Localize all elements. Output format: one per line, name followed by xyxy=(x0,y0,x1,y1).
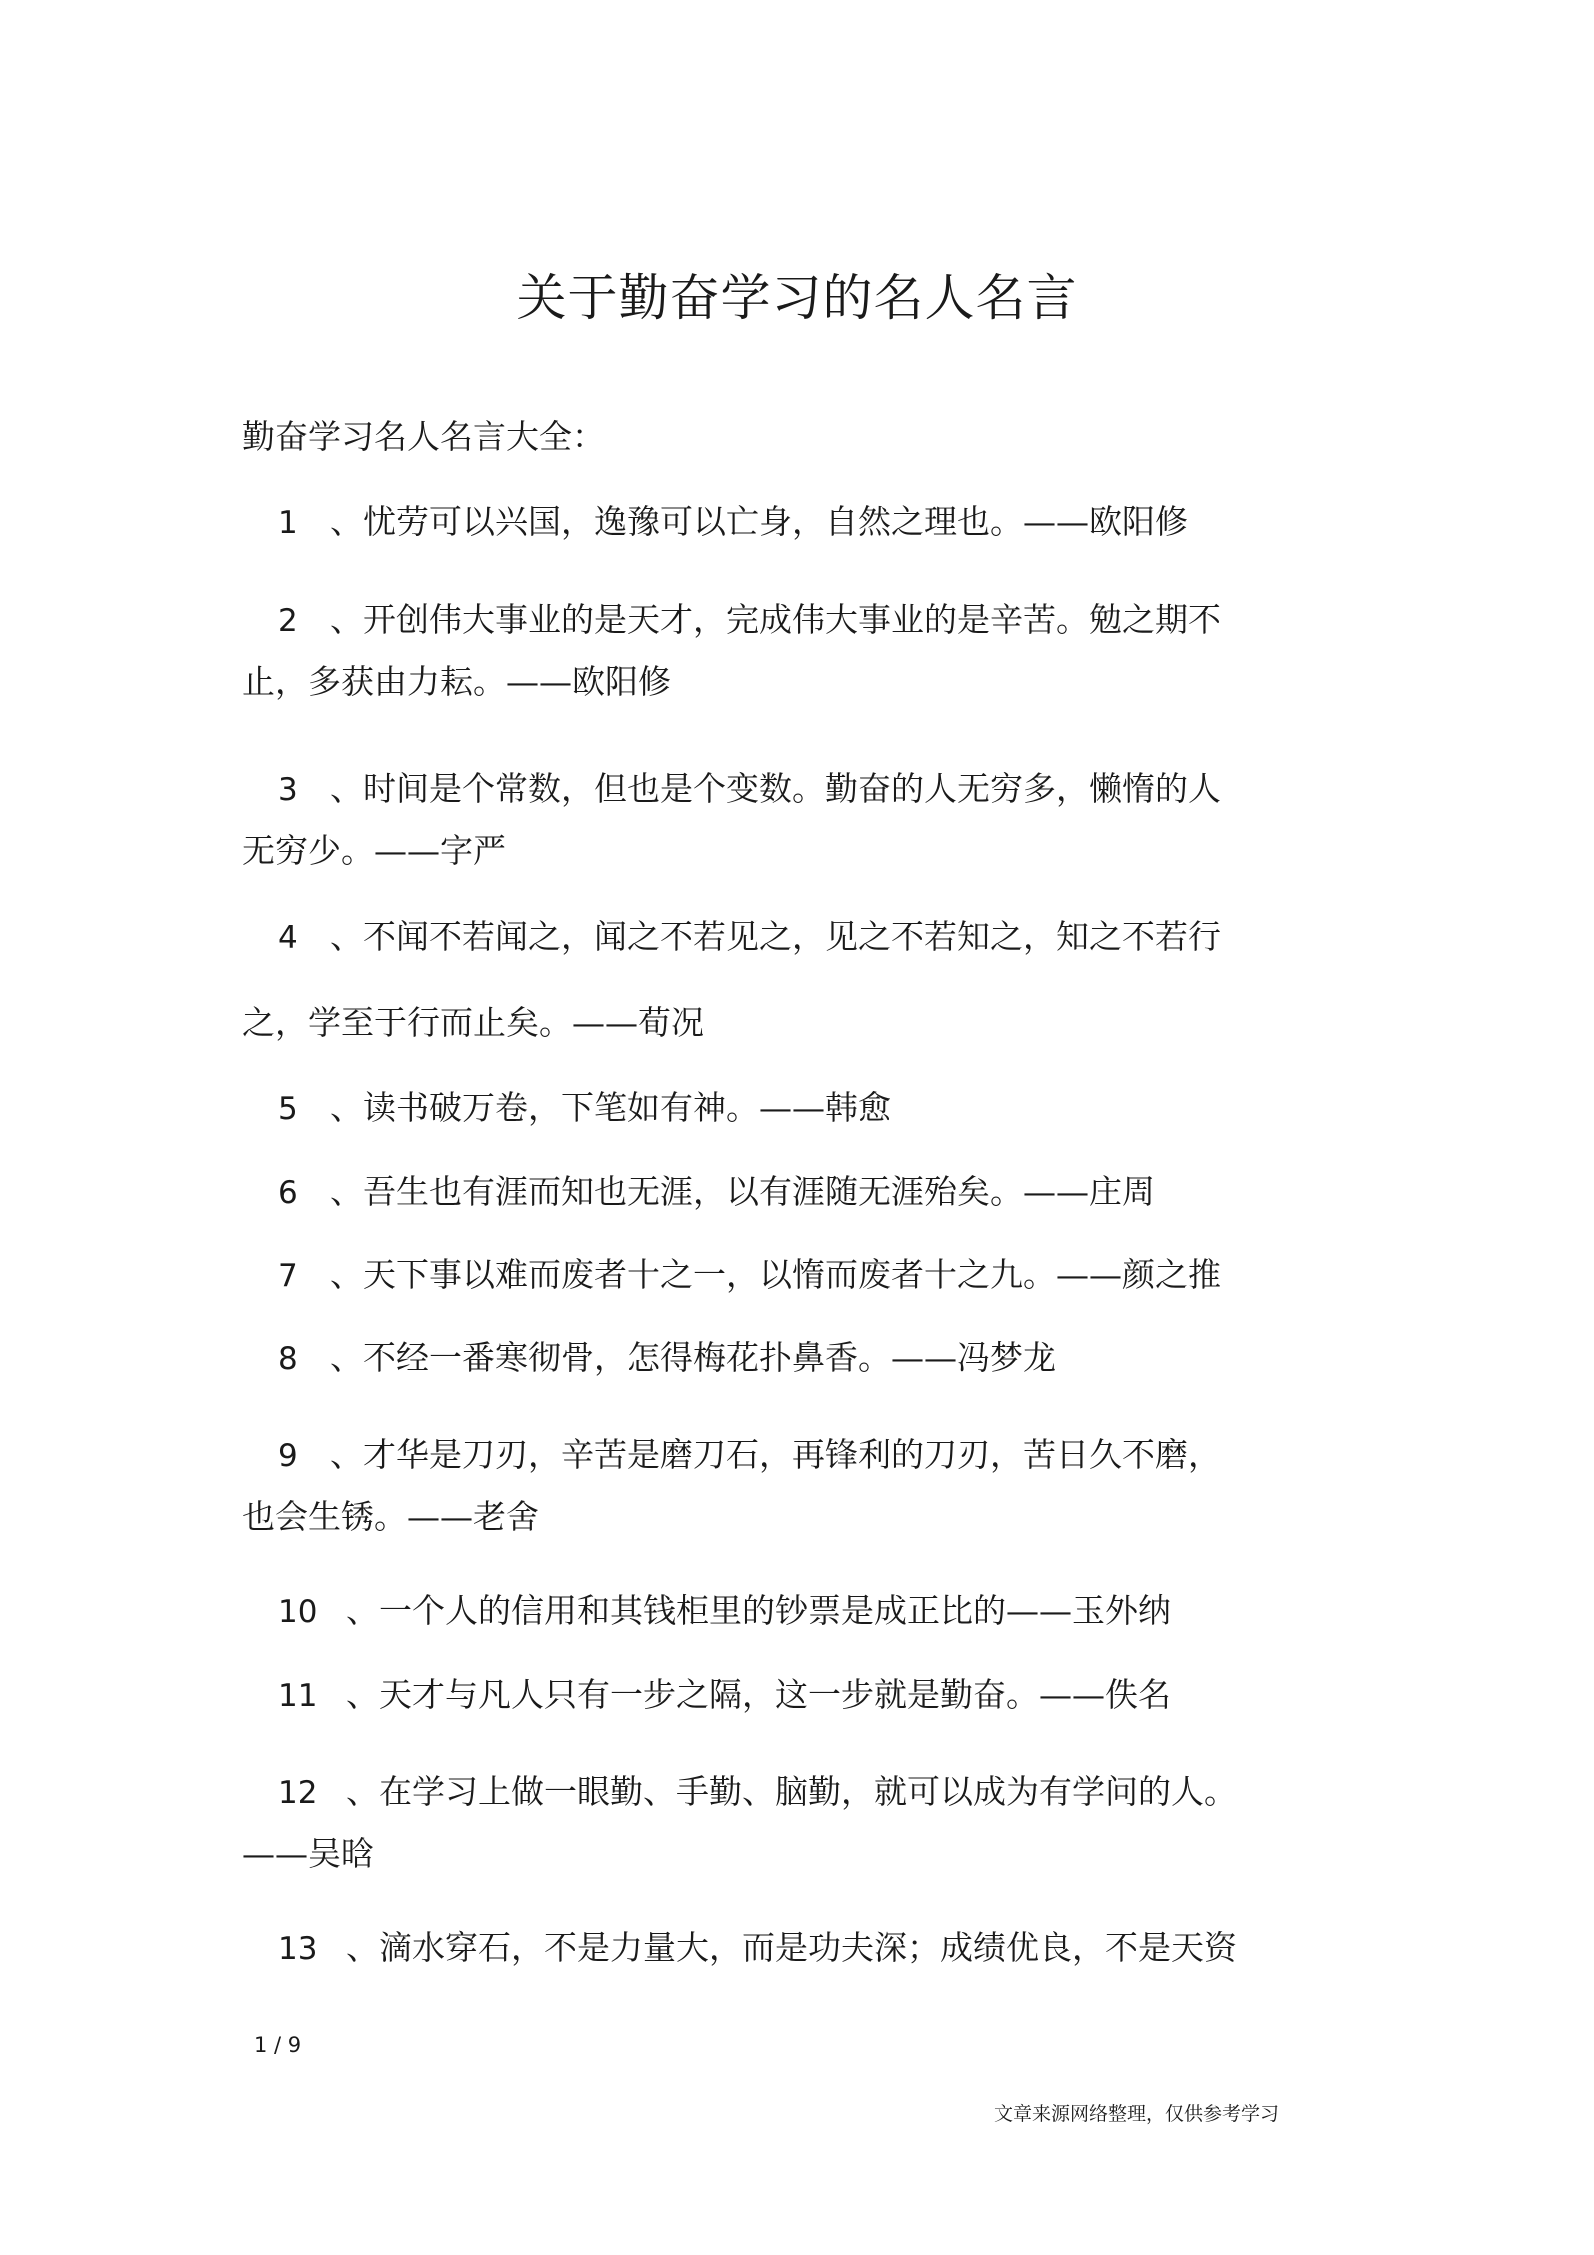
quote-item-8 xyxy=(242,1333,1282,1383)
quote-number: 10 xyxy=(278,1594,318,1630)
quote-text: 、读书破万卷，下笔如有神。——韩愈 xyxy=(330,1088,891,1127)
quote-number: 2 xyxy=(278,603,298,639)
quote-text-continued: 也会生锈。——老舍 xyxy=(242,1497,539,1536)
quote-number: 4 xyxy=(278,920,298,956)
quote-text: 、天才与凡人只有一步之隔，这一步就是勤奋。——佚名 xyxy=(346,1675,1171,1714)
quote-number: 13 xyxy=(278,1931,318,1967)
quote-item-5 xyxy=(242,1083,1282,1133)
intro-heading: 勤奋学习名人名言大全： xyxy=(242,417,605,456)
quote-line xyxy=(242,764,1282,814)
quote-text-continued: 无穷少。——字严 xyxy=(242,831,506,870)
quote-item-7 xyxy=(242,1250,1282,1300)
quote-text: 、忧劳可以兴国，逸豫可以亡身，自然之理也。——欧阳修 xyxy=(330,502,1188,541)
quote-item-9 xyxy=(242,1430,1282,1536)
quote-line xyxy=(242,1923,1282,1973)
quote-item-4 xyxy=(242,912,1282,1042)
quote-line xyxy=(242,1670,1282,1720)
quote-number: 1 xyxy=(278,505,298,541)
quote-text: 、开创伟大事业的是天才，完成伟大事业的是辛苦。勉之期不 xyxy=(330,600,1221,639)
quote-text-continued: 止，多获由力耘。——欧阳修 xyxy=(242,662,671,701)
quote-item-1 xyxy=(242,497,1282,547)
quote-item-6 xyxy=(242,1167,1282,1217)
quote-text: 、在学习上做一眼勤、手勤、脑勤，就可以成为有学问的人。 xyxy=(346,1772,1237,1811)
footer-note: 文章来源网络整理，仅供参考学习 xyxy=(994,2103,1280,2125)
quote-item-13 xyxy=(242,1923,1282,1973)
quote-text: 、一个人的信用和其钱柜里的钞票是成正比的——玉外纳 xyxy=(346,1591,1171,1630)
quote-text: 、吾生也有涯而知也无涯，以有涯随无涯殆矣。——庄周 xyxy=(330,1172,1155,1211)
quote-item-10 xyxy=(242,1586,1282,1636)
quote-text: 、不经一番寒彻骨，怎得梅花扑鼻香。——冯梦龙 xyxy=(330,1338,1056,1377)
quote-number: 7 xyxy=(278,1258,298,1294)
quote-line xyxy=(242,1083,1282,1133)
quote-number: 3 xyxy=(278,772,298,808)
quote-line xyxy=(242,1430,1282,1480)
quote-line xyxy=(242,1333,1282,1383)
quote-item-2 xyxy=(242,595,1282,701)
page-number: 1 / 9 xyxy=(254,2033,302,2057)
quote-text: 、才华是刀刃，辛苦是磨刀石，再锋利的刀刃，苦日久不磨， xyxy=(330,1435,1221,1474)
quote-line xyxy=(242,497,1282,547)
quote-number: 6 xyxy=(278,1175,298,1211)
page-title: 关于勤奋学习的名人名言 xyxy=(516,269,1078,327)
quote-line xyxy=(242,1250,1282,1300)
quote-text: 、滴水穿石，不是力量大，而是功夫深；成绩优良，不是天资 xyxy=(346,1928,1237,1967)
quote-line xyxy=(242,1767,1282,1817)
quote-line xyxy=(242,1586,1282,1636)
quote-text: 、时间是个常数，但也是个变数。勤奋的人无穷多，懒惰的人 xyxy=(330,769,1221,808)
quote-item-11 xyxy=(242,1670,1282,1720)
quote-text-continued: 之，学至于行而止矣。——荀况 xyxy=(242,1003,704,1042)
quote-line xyxy=(242,912,1282,962)
quote-line xyxy=(242,1167,1282,1217)
quote-number: 8 xyxy=(278,1341,298,1377)
quote-number: 5 xyxy=(278,1091,298,1127)
quote-item-3 xyxy=(242,764,1282,870)
quote-text: 、天下事以难而废者十之一，以惰而废者十之九。——颜之推 xyxy=(330,1255,1221,1294)
quote-text: 、不闻不若闻之，闻之不若见之，见之不若知之，知之不若行 xyxy=(330,917,1221,956)
quote-number: 9 xyxy=(278,1438,298,1474)
quote-item-12 xyxy=(242,1767,1282,1873)
quote-text-continued: ——吴晗 xyxy=(242,1834,374,1873)
quote-line xyxy=(242,595,1282,645)
quote-number: 11 xyxy=(278,1678,318,1714)
quote-number: 12 xyxy=(278,1775,318,1811)
